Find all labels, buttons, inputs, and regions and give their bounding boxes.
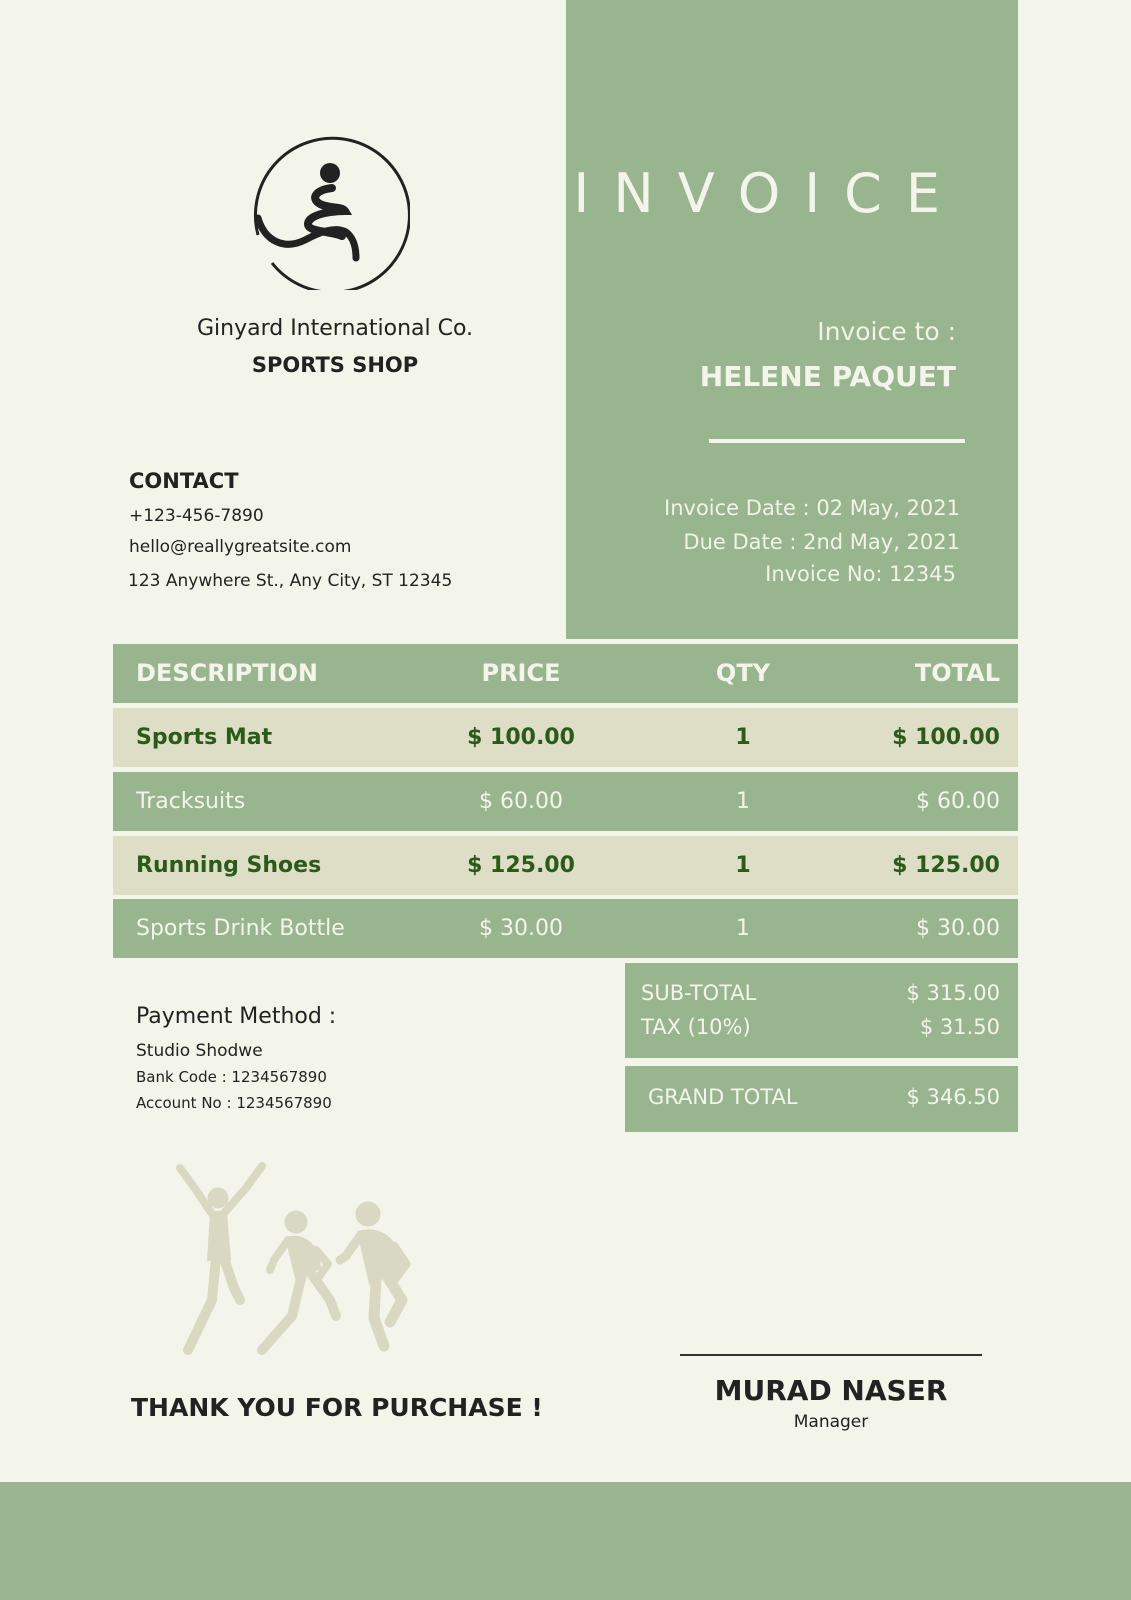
item-qty: 1: [735, 725, 751, 750]
shop-name: SPORTS SHOP: [251, 353, 419, 377]
grand-total-box: [625, 1066, 1018, 1132]
signer-title: Manager: [793, 1412, 869, 1432]
item-description: Tracksuits: [136, 789, 246, 814]
item-qty: 1: [736, 916, 750, 941]
runner-circle-logo-icon: [250, 130, 410, 290]
payment-bank-code: Bank Code : 1234567890: [136, 1068, 327, 1086]
item-price: $ 100.00: [467, 725, 575, 750]
item-total: $ 125.00: [892, 853, 1000, 878]
table-row: [113, 899, 1018, 958]
table-row: [113, 836, 1018, 895]
item-description: Sports Mat: [136, 725, 273, 750]
item-total: $ 30.00: [916, 916, 1000, 941]
tax-label: TAX (10%): [641, 1015, 751, 1039]
runners-silhouette-icon: [168, 1160, 418, 1360]
table-row: [113, 708, 1018, 767]
contact-email: hello@reallygreatsite.com: [129, 537, 352, 557]
item-qty: 1: [736, 789, 750, 814]
item-description: Running Shoes: [136, 853, 322, 878]
grand-total-value: $ 346.50: [906, 1085, 1000, 1109]
invoice-number: Invoice No: 12345: [765, 562, 956, 586]
signature-line: [680, 1354, 982, 1356]
item-price: $ 125.00: [467, 853, 575, 878]
item-total: $ 60.00: [916, 789, 1000, 814]
column-header-total: TOTAL: [914, 659, 1000, 687]
item-total: $ 100.00: [892, 725, 1000, 750]
table-header-row: [113, 644, 1018, 703]
subtotal-label: SUB-TOTAL: [641, 981, 757, 1005]
column-header-qty: QTY: [715, 659, 771, 687]
column-header-price: PRICE: [481, 659, 561, 687]
subtotal-box: [625, 963, 1018, 1058]
column-header-description: DESCRIPTION: [136, 659, 319, 687]
client-name: HELENE PAQUET: [699, 360, 956, 393]
payment-studio-name: Studio Shodwe: [136, 1041, 263, 1061]
contact-address: 123 Anywhere St., Any City, ST 12345: [128, 571, 453, 591]
header-divider: [709, 439, 965, 443]
item-qty: 1: [735, 853, 751, 878]
tax-value: $ 31.50: [919, 1015, 1000, 1039]
subtotal-value: $ 315.00: [906, 981, 1000, 1005]
company-name: Ginyard International Co.: [196, 316, 474, 341]
payment-account-number: Account No : 1234567890: [136, 1094, 332, 1112]
item-price: $ 30.00: [479, 916, 563, 941]
invoice-to-label: Invoice to :: [817, 317, 956, 346]
item-price: $ 60.00: [479, 789, 563, 814]
contact-phone: +123-456-7890: [129, 506, 264, 526]
footer-band: [0, 1482, 1131, 1600]
due-date: Due Date : 2nd May, 2021: [683, 530, 960, 554]
payment-method-heading: Payment Method :: [136, 1004, 337, 1029]
contact-heading: CONTACT: [129, 469, 239, 493]
item-description: Sports Drink Bottle: [136, 916, 345, 941]
invoice-title: INVOICE: [573, 162, 964, 225]
grand-total-label: GRAND TOTAL: [648, 1085, 798, 1109]
invoice-date: Invoice Date : 02 May, 2021: [664, 496, 960, 520]
table-row: [113, 772, 1018, 831]
signer-name: MURAD NASER: [714, 1374, 948, 1407]
thank-you-message: THANK YOU FOR PURCHASE !: [131, 1393, 543, 1422]
